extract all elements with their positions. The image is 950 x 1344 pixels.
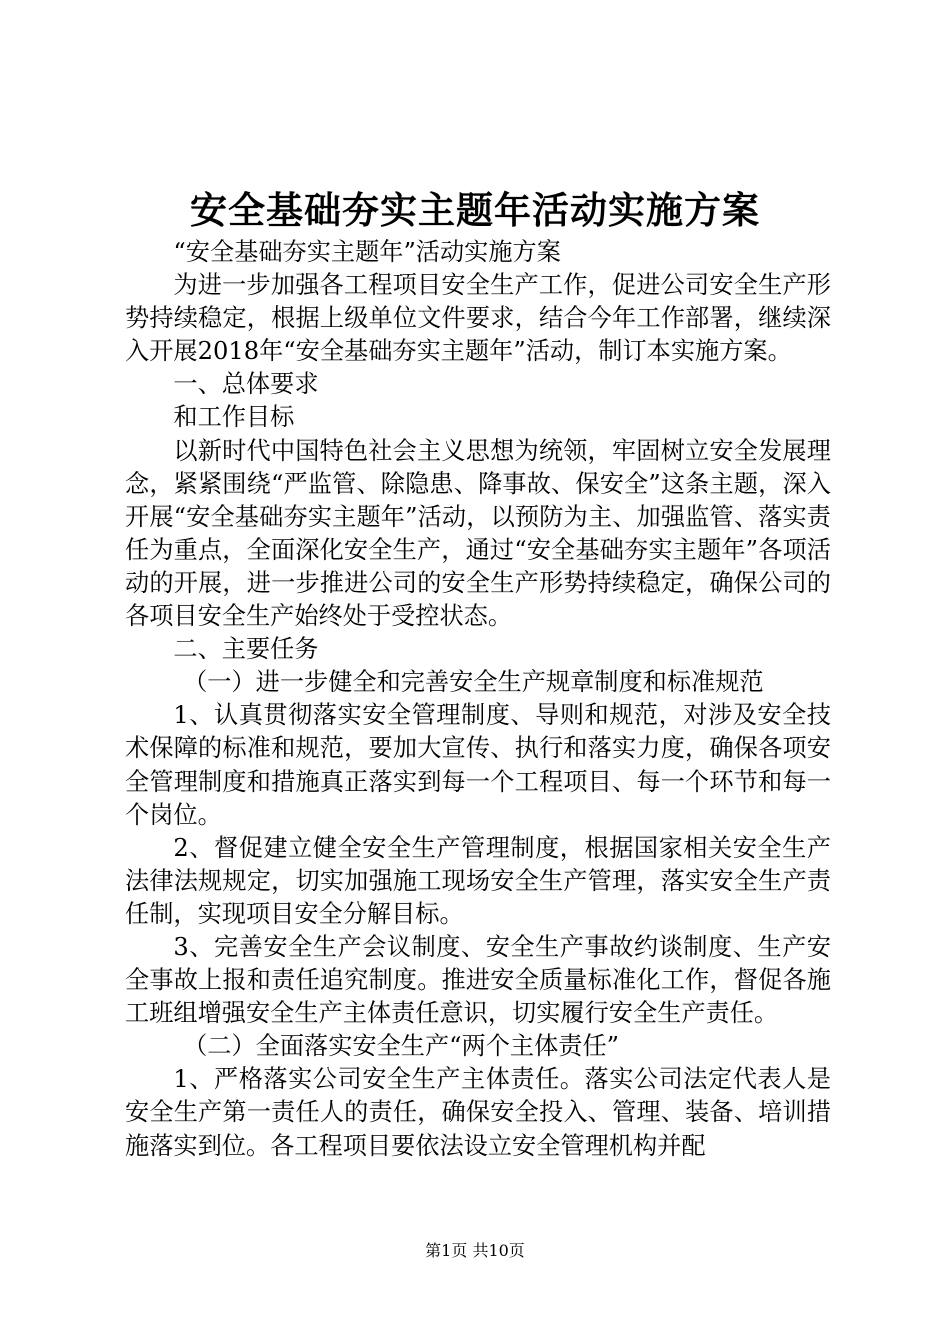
subsection-heading: （二）全面落实安全生产“两个主体责任” [183, 1032, 619, 1061]
paragraph: 为进一步加强各工程项目安全生产工作，促进公司安全生产形势持续稳定，根据上级单位文件要求，结合今年工作部署，继续深入开展2018年“安全基础夯实主题年”活动，制订本实施方案。 [125, 271, 831, 366]
section-heading: 和工作目标 [173, 403, 295, 432]
section-heading: 一、总体要求 [173, 370, 319, 399]
document-title: 安全基础夯实主题年活动实施方案 [190, 188, 760, 232]
page-footer: 第1页 共10页 [425, 1241, 525, 1260]
paragraph: 3、完善安全生产会议制度、安全生产事故约谈制度、生产安全事故上报和责任追究制度。推进安全质量标准化工作，督促各施工班组增强安全生产主体责任意识，切实履行安全生产责任。 [125, 932, 831, 1028]
paragraph: “安全基础夯实主题年”活动实施方案 [173, 238, 561, 266]
subsection-heading: （一）进一步健全和完善安全生产规章制度和标准规范 [183, 668, 764, 697]
paragraph: 1、严格落实公司安全生产主体责任。落实公司法定代表人是安全生产第一责任人的责任，确保安全投入、管理、装备、培训措施落实到位。各工程项目要依法设立安全管理机构并配 [125, 1065, 831, 1160]
paragraph: 1、认真贯彻落实安全管理制度、导则和规范，对涉及安全技术保障的标准和规范，要加大宣传、执行和落实力度，确保各项安全管理制度和措施真正落实到每一个工程项目、每一个环节和每一个岗位。 [125, 701, 831, 829]
paragraph: 以新时代中国特色社会主义思想为统领，牢固树立安全发展理念，紧紧围绕“严监管、除隐患、降事故、保安全”这条主题，深入开展“安全基础夯实主题年”活动，以预防为主、加强监管、落实责任为重点，全面深化安全生产，通过“安全基础夯实主题年”各项活动的开展，进一步推进公司的安全生产形势持续稳定，确保公司的各项目安全生产始终处于受控状态。 [125, 436, 831, 631]
document-body [125, 236, 831, 1163]
paragraph: 2、督促建立健全安全生产管理制度，根据国家相关安全生产法律法规规定，切实加强施工现场安全生产管理，落实安全生产责任制，实现项目安全分解目标。 [125, 833, 831, 928]
section-heading: 二、主要任务 [173, 635, 319, 664]
